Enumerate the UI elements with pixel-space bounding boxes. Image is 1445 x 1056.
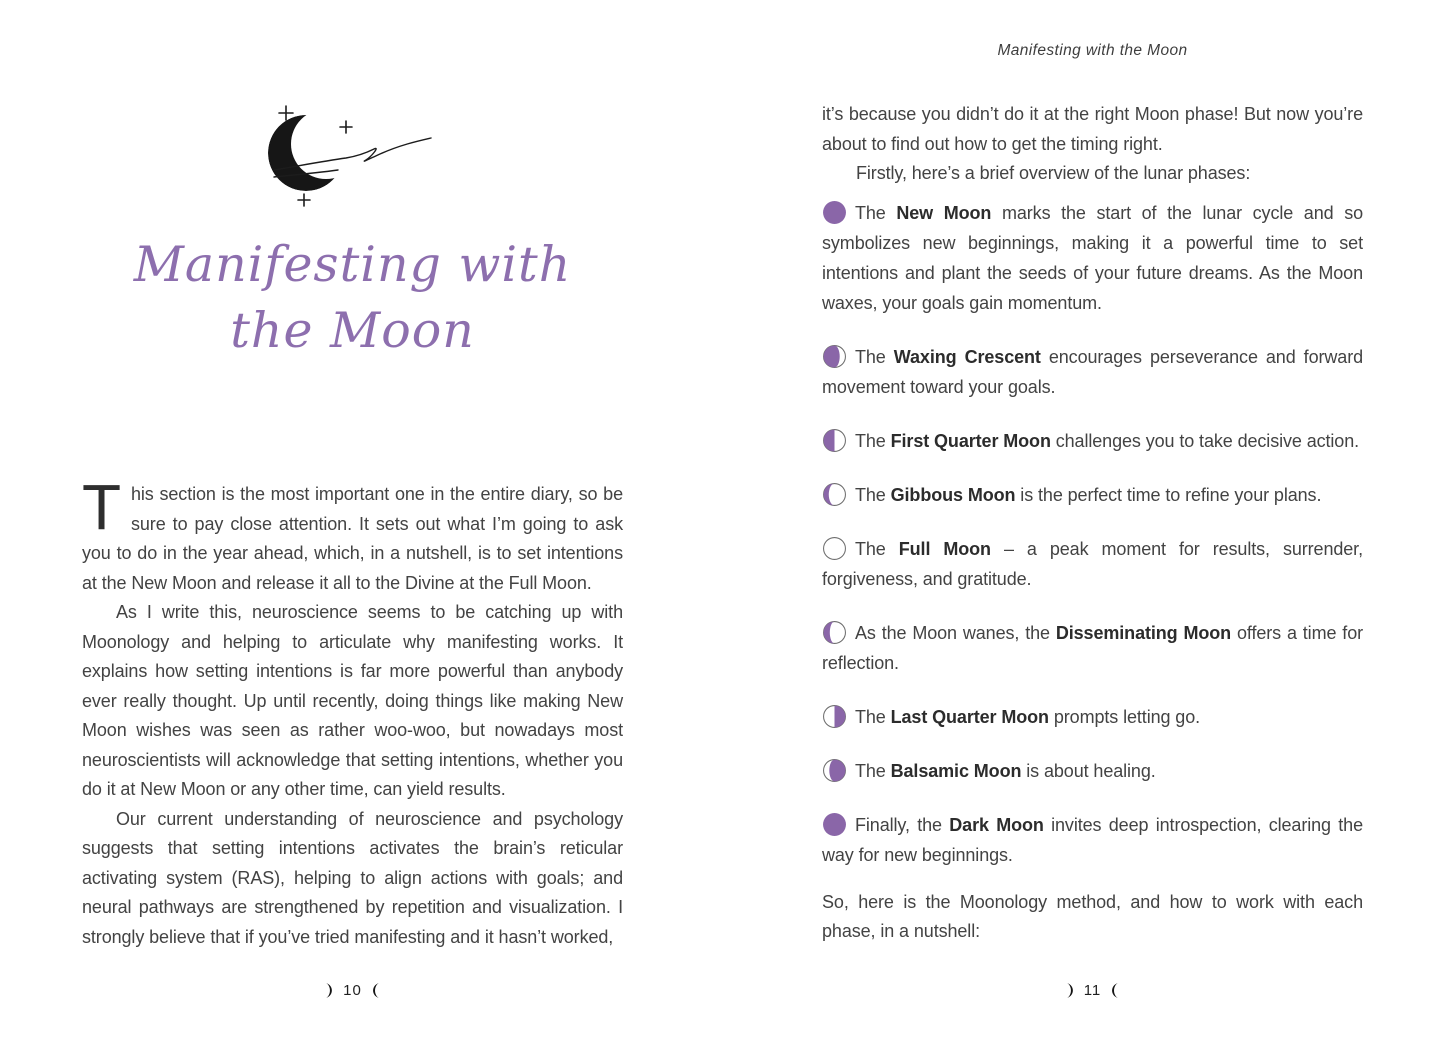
phase-item-first-quarter — [822, 426, 1363, 456]
phase-text-post: is the perfect time to refine your plans. — [1015, 484, 1322, 505]
phase-item-gibbous — [822, 480, 1363, 510]
dark-moon-icon — [822, 812, 847, 837]
page-right — [822, 0, 1363, 1056]
crescent-shape — [268, 115, 344, 191]
chapter-title-line2: the Moon — [230, 302, 475, 359]
phase-item-full-moon — [822, 534, 1363, 594]
phase-name: Gibbous Moon — [890, 484, 1016, 505]
phase-text-post: encourages perseverance and forward movement toward your goals. — [822, 346, 1364, 397]
phase-name: Last Quarter Moon — [890, 706, 1049, 727]
phase-name: First Quarter Moon — [890, 430, 1051, 451]
paragraph: it’s because you didn’t do it at the right Moon phase! But now you’re about to find out how to get the timing right. — [822, 104, 1363, 154]
paragraph: As I write this, neuroscience seems to be catching up with Moonology and helping to articulate why manifesting works. It explains how setting intentions is far more powerful than anybody ever really thought. Up until recently, doing things like making New Moon wishes was seen as rather woo-woo, but nowadays most neuroscientists will acknowledge that setting intentions, whether you do it at New Moon or any other time, can yield results. — [82, 602, 623, 799]
phase-text-post: marks the start of the lunar cycle and so symbolizes new beginnings, making it a powerful time to set intentions and plant the seeds of your future dreams. As the Moon waxes, your goals gain momentum. — [822, 202, 1364, 313]
phase-text-pre: As the Moon wanes, the — [855, 622, 1056, 643]
phase-item-dark-moon — [822, 810, 1363, 870]
crescent-opening-icon — [371, 983, 380, 998]
paragraph-dropcap — [82, 471, 623, 598]
dropcap-letter: T — [82, 471, 121, 543]
first-quarter-icon — [822, 428, 847, 453]
last-quarter-icon — [822, 704, 847, 729]
phase-text-post: prompts letting go. — [1048, 706, 1201, 727]
phase-list — [822, 198, 1363, 870]
page-left — [82, 0, 623, 1056]
crescent-opening-icon — [1110, 983, 1119, 998]
disseminating-icon — [822, 620, 847, 645]
phase-text-post: offers a time for reflection. — [822, 622, 1363, 673]
phase-name: Balsamic Moon — [890, 760, 1022, 781]
crescent-closing-icon — [1066, 983, 1075, 998]
phase-text-pre: The — [855, 706, 891, 727]
phase-name: Dark Moon — [949, 814, 1044, 835]
gibbous-icon — [822, 482, 847, 507]
phase-text-post: invites deep introspection, clearing the way for new beginnings. — [822, 814, 1364, 865]
phase-name: New Moon — [896, 202, 992, 223]
phase-text-post: – a peak moment for results, surrender, forgiveness, and gratitude. — [822, 538, 1363, 589]
page-number: 10 — [343, 982, 362, 999]
running-head: Manifesting with the Moon — [997, 42, 1188, 59]
page-number: 11 — [1083, 982, 1102, 999]
phase-name: Disseminating Moon — [1055, 622, 1232, 643]
phase-item-new-moon — [822, 198, 1363, 318]
phase-name: Waxing Crescent — [893, 346, 1041, 367]
paragraph-closing: So, here is the Moonology method, and how to work with each phase, in a nutshell: — [822, 891, 1363, 941]
paragraph: Our current understanding of neuroscience and psychology suggests that setting intentions activates the brain’s reticular activating system (RAS), helping to align actions with goals; and neural pathways are strengthened by repetition and visualization. I strongly believe that if you’ve tried manifesting and it hasn’t worked, — [82, 808, 623, 947]
phase-name: Full Moon — [898, 538, 991, 559]
phase-text-post: is about healing. — [1021, 760, 1156, 781]
phase-text-pre: The — [855, 538, 899, 559]
full-moon-icon — [822, 536, 847, 561]
phase-item-waxing-crescent — [822, 342, 1363, 402]
chapter-title-line1: Manifesting with — [133, 236, 572, 293]
phase-text-pre: The — [855, 760, 891, 781]
phase-item-balsamic — [822, 756, 1363, 786]
chapter-title — [82, 232, 623, 364]
crescent-moon-illustration — [268, 96, 438, 216]
paragraph: Firstly, here’s a brief overview of the lunar phases: — [856, 163, 1251, 183]
paragraph-text: his section is the most important one in the entire diary, so be sure to pay close attention. It sets out what I’m going to ask you to do in the year ahead, which, in a nutshell, is to set intentions at the New Moon and release it all to the Divine at the Full Moon. — [82, 484, 623, 593]
phase-text-pre: Finally, the — [855, 814, 950, 835]
page-footer-right — [822, 982, 1363, 999]
left-body-text — [82, 471, 623, 952]
phase-text-pre: The — [855, 484, 891, 505]
crescent-closing-icon — [325, 983, 334, 998]
phase-item-disseminating — [822, 618, 1363, 678]
balsamic-icon — [822, 758, 847, 783]
waxing-crescent-icon — [822, 344, 847, 369]
phase-text-post: challenges you to take decisive action. — [1050, 430, 1360, 451]
phase-text-pre: The — [855, 430, 891, 451]
phase-text-pre: The — [855, 346, 894, 367]
phase-text-pre: The — [855, 202, 897, 223]
page-footer-left — [82, 982, 623, 999]
new-moon-icon — [822, 200, 847, 225]
phase-item-last-quarter — [822, 702, 1363, 732]
